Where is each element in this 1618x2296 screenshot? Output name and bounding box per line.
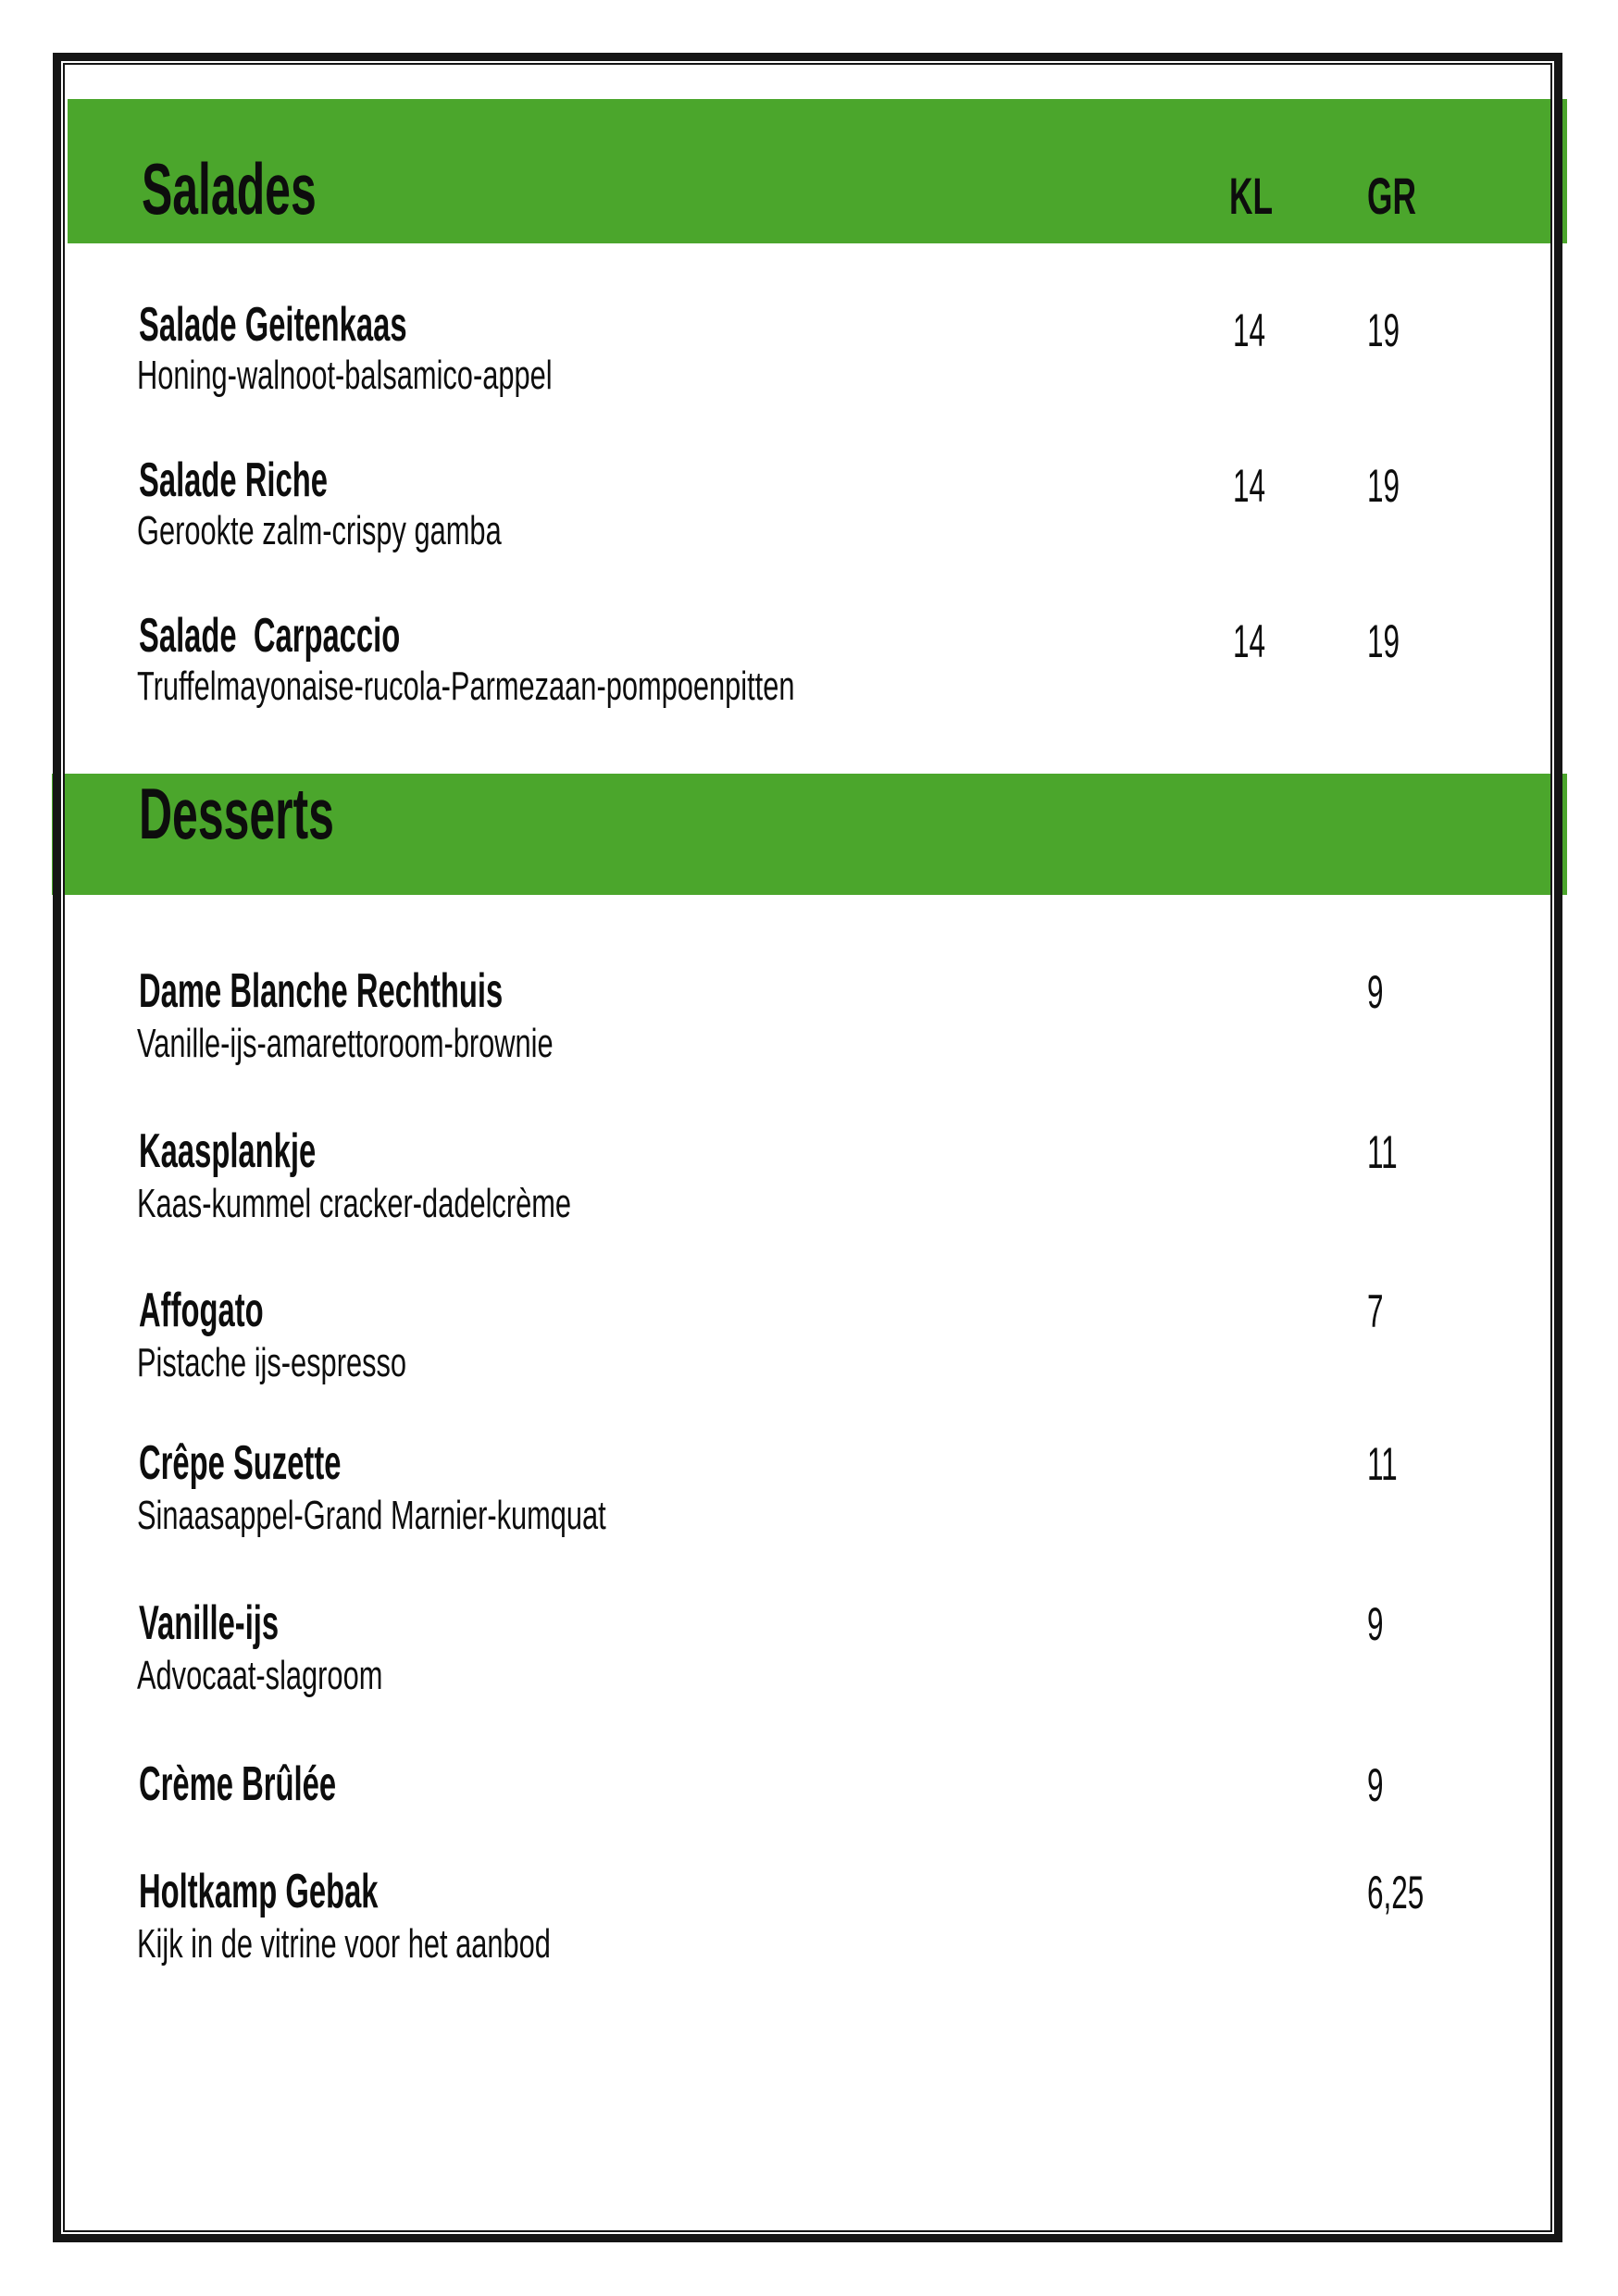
column-header-kl: KL bbox=[1229, 167, 1274, 225]
menu-item-price-gr: 11 bbox=[1367, 1438, 1398, 1490]
menu-item-name: Salade Riche bbox=[139, 453, 328, 507]
menu-item-description: Kaas-kummel cracker-dadelcrème bbox=[137, 1181, 571, 1226]
menu-item-description: Vanille-ijs-amarettoroom-brownie bbox=[137, 1021, 554, 1066]
menu-item-price-gr: 9 bbox=[1367, 1598, 1384, 1650]
menu-item-name: Crème Brûlée bbox=[139, 1757, 337, 1811]
menu-item-price-gr: 9 bbox=[1367, 1759, 1384, 1811]
menu-item-name: Holtkamp Gebak bbox=[139, 1865, 379, 1918]
section-title-salades: Salades bbox=[142, 148, 317, 230]
menu-item-description: Sinaasappel-Grand Marnier-kumquat bbox=[137, 1493, 606, 1538]
menu-item-name: Salade Carpaccio bbox=[139, 609, 401, 663]
menu-item-name: Crêpe Suzette bbox=[139, 1436, 342, 1490]
menu-item-price-kl: 14 bbox=[1233, 304, 1266, 356]
menu-item-price-gr: 19 bbox=[1367, 615, 1400, 667]
menu-item-description: Pistache ijs-espresso bbox=[137, 1340, 407, 1385]
column-header-gr: GR bbox=[1367, 167, 1416, 225]
menu-item-price-gr: 7 bbox=[1367, 1285, 1384, 1337]
menu-item-name: Kaasplankje bbox=[139, 1124, 317, 1178]
menu-item-description: Honing-walnoot-balsamico-appel bbox=[137, 353, 553, 398]
menu-item-name: Dame Blanche Rechthuis bbox=[139, 964, 504, 1018]
menu-item-price-gr: 19 bbox=[1367, 304, 1400, 356]
menu-item-price-gr: 9 bbox=[1367, 966, 1384, 1018]
menu-item-name: Salade Geitenkaas bbox=[139, 298, 407, 352]
menu-item-price-gr: 19 bbox=[1367, 460, 1400, 512]
menu-item-name: Vanille-ijs bbox=[139, 1596, 280, 1650]
menu-item-description: Truffelmayonaise-rucola-Parmezaan-pompoenpitten bbox=[137, 664, 795, 709]
menu-item-name: Affogato bbox=[139, 1284, 264, 1337]
section-title-desserts: Desserts bbox=[139, 773, 334, 854]
menu-item-price-kl: 14 bbox=[1233, 460, 1266, 512]
menu-item-description: Gerookte zalm-crispy gamba bbox=[137, 508, 502, 553]
menu-item-description: Advocaat-slagroom bbox=[137, 1653, 383, 1698]
menu-item-price-gr: 11 bbox=[1367, 1126, 1398, 1178]
menu-item-price-gr: 6,25 bbox=[1367, 1867, 1425, 1918]
menu-item-price-kl: 14 bbox=[1233, 615, 1266, 667]
menu-item-description: Kijk in de vitrine voor het aanbod bbox=[137, 1921, 551, 1967]
